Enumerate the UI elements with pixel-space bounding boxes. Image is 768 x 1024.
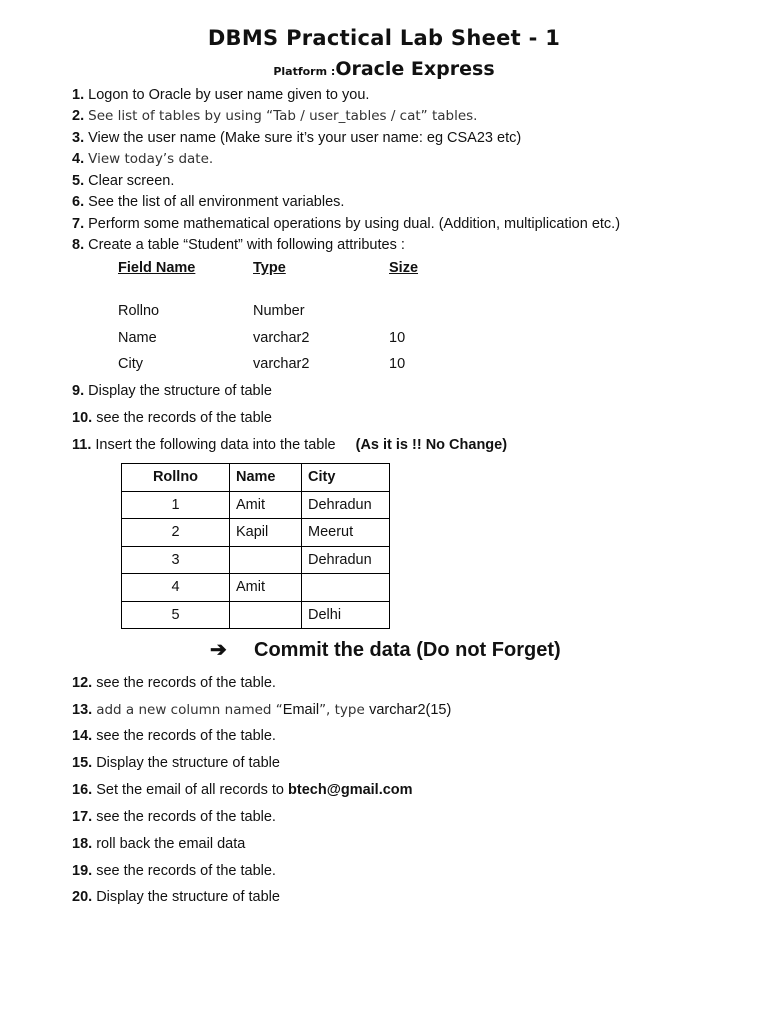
item-text: see the records of the table. xyxy=(96,728,276,744)
item-text: Perform some mathematical operations by using dual. (Addition, multiplication etc.) xyxy=(88,216,621,232)
item-email-word: Email xyxy=(282,702,320,718)
table-cell: 1 xyxy=(122,491,230,519)
item-number: 16. xyxy=(72,782,93,798)
item-text: roll back the email data xyxy=(96,836,246,852)
table-cell: Delhi xyxy=(302,601,390,629)
item-number: 9. xyxy=(72,383,85,399)
list-item xyxy=(72,382,272,400)
item-text: see the records of the table. xyxy=(96,675,276,691)
list-item xyxy=(72,754,280,772)
item-text: View today’s date. xyxy=(88,151,214,167)
item-number: 20. xyxy=(72,889,93,905)
field-cell: City xyxy=(118,356,143,372)
table-row xyxy=(122,601,390,629)
item-number: 3. xyxy=(72,130,85,146)
table-cell xyxy=(302,574,390,602)
item-number: 13. xyxy=(72,702,93,718)
commit-reminder xyxy=(210,637,561,662)
table-row xyxy=(122,519,390,547)
table-cell: 4 xyxy=(122,574,230,602)
item-number: 11. xyxy=(72,437,92,453)
table-cell: Amit xyxy=(230,491,302,519)
item-number: 17. xyxy=(72,809,93,825)
page-title: DBMS Practical Lab Sheet - 1 xyxy=(207,26,561,50)
platform-value: Oracle Express xyxy=(335,58,495,80)
list-item xyxy=(72,236,405,254)
field-cell: Rollno xyxy=(118,303,160,319)
table-cell: Kapil xyxy=(230,519,302,547)
list-item xyxy=(72,835,245,853)
item-number: 7. xyxy=(72,216,85,232)
platform-label: Platform : xyxy=(273,65,336,78)
item-number: 15. xyxy=(72,755,93,771)
table-row xyxy=(122,491,390,519)
list-item xyxy=(72,674,276,692)
table-row xyxy=(122,546,390,574)
item-text: Display the structure of table xyxy=(96,889,280,905)
platform-line xyxy=(0,58,768,80)
item-number: 14. xyxy=(72,728,93,744)
column-header-name: Name xyxy=(230,464,302,492)
list-item xyxy=(72,215,620,233)
item-text: Logon to Oracle by user name given to you. xyxy=(88,87,370,103)
item-number: 18. xyxy=(72,836,93,852)
list-item xyxy=(72,727,276,745)
table-cell: Amit xyxy=(230,574,302,602)
item-number: 19. xyxy=(72,863,93,879)
list-item xyxy=(72,172,174,190)
item-number: 6. xyxy=(72,194,85,210)
field-cell: 10 xyxy=(389,330,406,346)
item-text: Clear screen. xyxy=(88,173,175,189)
list-item xyxy=(72,808,276,826)
item-text: See list of tables by using “Tab / user_tables / cat” tables. xyxy=(88,108,478,124)
field-cell: Name xyxy=(118,330,157,346)
item-text: see the records of the table. xyxy=(96,863,276,879)
table-cell: 3 xyxy=(122,546,230,574)
column-header-rollno: Rollno xyxy=(122,464,230,492)
table-cell: Meerut xyxy=(302,519,390,547)
table-row xyxy=(122,574,390,602)
list-item xyxy=(72,86,369,104)
list-item xyxy=(72,436,507,454)
list-item xyxy=(72,862,276,880)
item-email-value: btech@gmail.com xyxy=(288,782,413,798)
list-item xyxy=(72,107,477,125)
field-header-name: Field Name xyxy=(118,260,196,276)
table-cell: Dehradun xyxy=(302,546,390,574)
item-number: 8. xyxy=(72,237,85,253)
table-cell xyxy=(230,601,302,629)
arrow-right-icon: ➔ xyxy=(210,639,227,661)
item-text: see the records of the table. xyxy=(96,809,276,825)
list-item xyxy=(72,888,280,906)
table-cell: 5 xyxy=(122,601,230,629)
field-header-size: Size xyxy=(389,260,419,276)
list-item xyxy=(72,701,451,719)
item-number: 12. xyxy=(72,675,93,691)
field-cell: varchar2 xyxy=(253,356,310,372)
item-text: see the records of the table xyxy=(96,410,272,426)
field-cell: Number xyxy=(253,303,305,319)
list-item xyxy=(72,409,272,427)
item-text: Create a table “Student” with following attributes : xyxy=(88,237,405,253)
list-item xyxy=(72,781,413,799)
table-cell: 2 xyxy=(122,519,230,547)
list-item xyxy=(72,129,521,147)
field-cell: varchar2 xyxy=(253,330,310,346)
item-number: 1. xyxy=(72,87,85,103)
item-type: varchar2(15) xyxy=(369,702,452,718)
column-header-city: City xyxy=(302,464,390,492)
item-text: add a new column named “ xyxy=(96,702,283,718)
item-text: Set the email of all records to xyxy=(96,782,289,798)
item-number: 10. xyxy=(72,410,93,426)
list-item xyxy=(72,193,344,211)
table-cell xyxy=(230,546,302,574)
item-text-mid: ”, type xyxy=(319,702,370,718)
item-text: Display the structure of table xyxy=(96,755,280,771)
item-number: 2. xyxy=(72,108,85,124)
student-data-table xyxy=(121,463,390,629)
table-cell: Dehradun xyxy=(302,491,390,519)
table-header-row xyxy=(122,464,390,492)
commit-text: Commit the data (Do not Forget) xyxy=(254,639,561,661)
item-number: 5. xyxy=(72,173,85,189)
list-item xyxy=(72,150,213,168)
field-cell: 10 xyxy=(389,356,406,372)
field-header-type: Type xyxy=(253,260,286,276)
item-number: 4. xyxy=(72,151,85,167)
item-note: (As it is !! No Change) xyxy=(355,437,508,453)
item-text: Display the structure of table xyxy=(88,383,272,399)
item-text: See the list of all environment variables. xyxy=(88,194,345,210)
item-text: View the user name (Make sure it’s your user name: eg CSA23 etc) xyxy=(88,130,522,146)
item-text: Insert the following data into the table xyxy=(95,437,336,453)
